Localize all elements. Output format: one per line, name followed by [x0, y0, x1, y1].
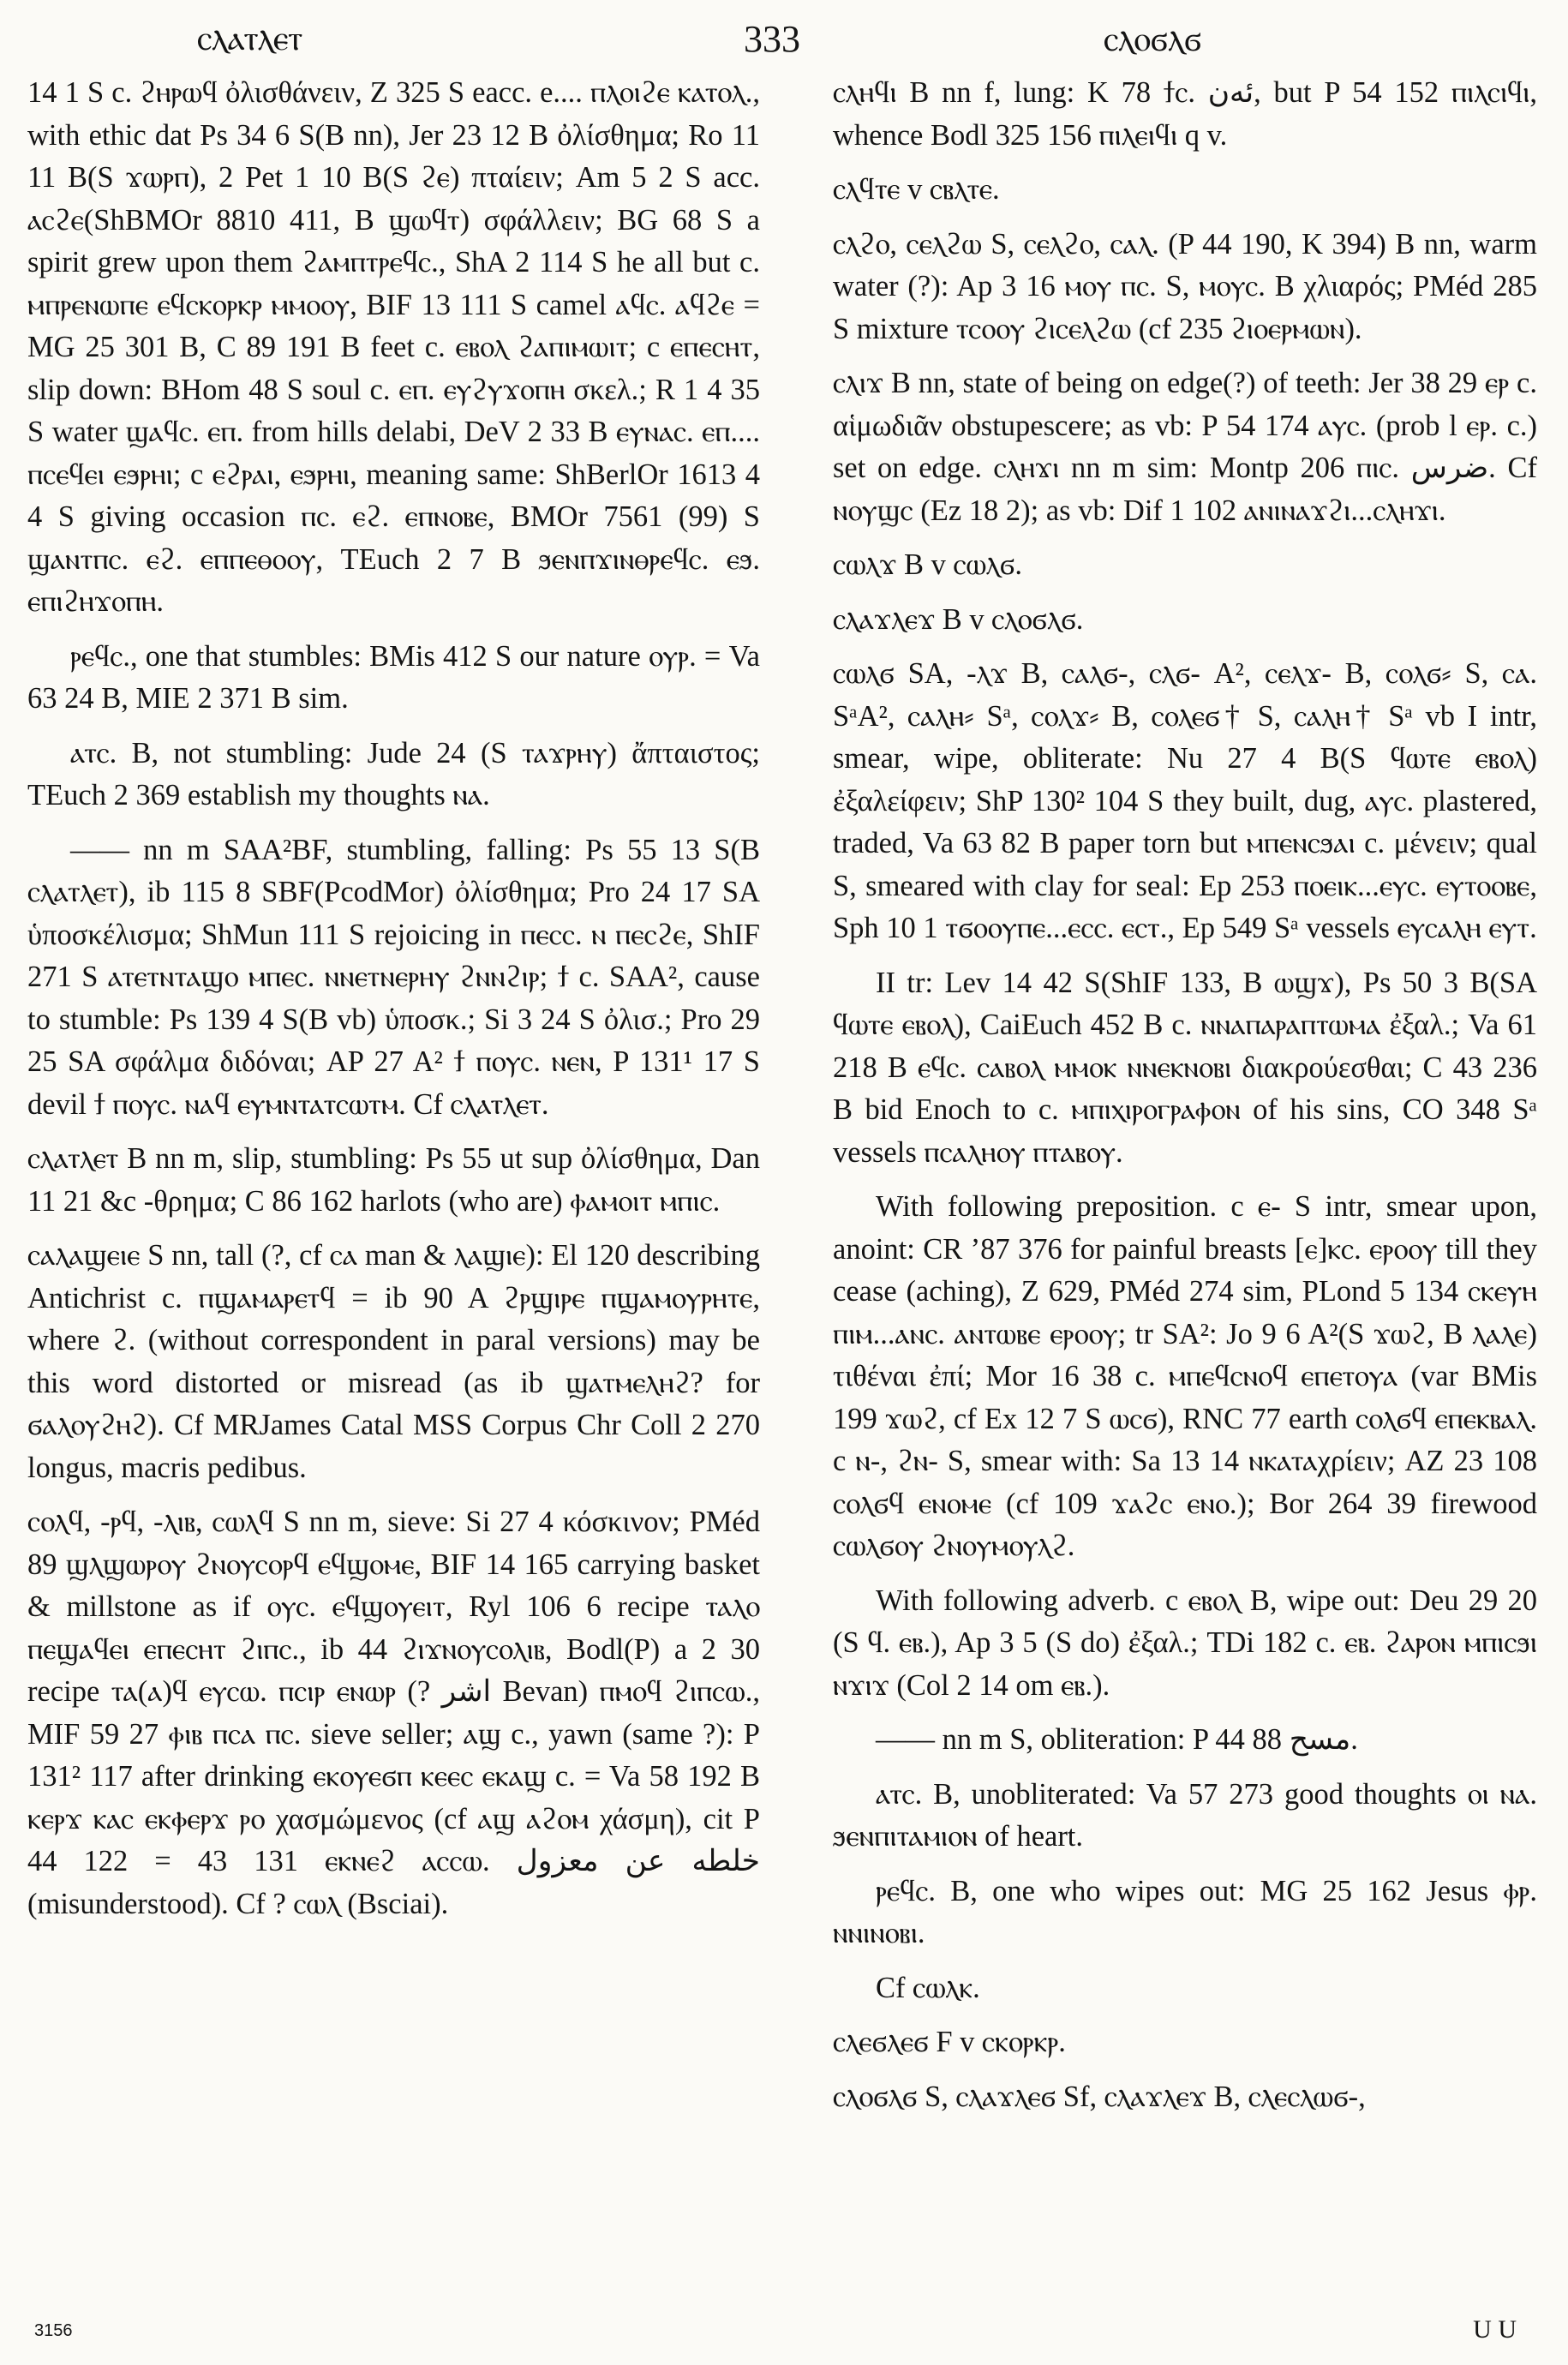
signature-mark: U U: [1473, 2315, 1517, 2344]
printer-mark: 3156: [34, 2321, 73, 2340]
running-head-left: ⲥⲗⲁⲧⲗⲉⲧ: [197, 19, 303, 58]
page-number: 333: [744, 18, 800, 60]
headword-entry: ⲥⲗⲏϥⲓ B nn f, lung: K 78 ϯⲥ. ئەن, but P 54 152 ⲡⲓⲗⲥⲓϥⲓ, whence Bodl 325 156 ⲡⲓⲗⲉⲓϥⲓ q v.: [833, 76, 1537, 152]
entry-paragraph: ⲁⲧⲥ. B, unobliterated: Va 57 273 good thoughts ⲟⲓ ⲛⲁ. ϧⲉⲛⲡⲓⲧⲁⲙⲓⲟⲛ of heart.: [833, 1777, 1537, 1853]
entry-paragraph: 14 1 S c. ϩⲏⲣⲱϥ ὀλισθάνειν, Z 325 S eacc. e.... ⲡⲗⲟⲓϩⲉ ⲕⲁⲧⲟⲗ., with ethic dat Ps 34 6 S(B nn), Jer 23 12 B ὀλίσθημα; Ro 11 11 B(S ϫⲱⲣⲡ), 2 Pet 1 10 B(S ϩⲉ) πταίειν; Am 5 2 S acc. ⲁⲥϩⲉ(ShBMOr 8810 411, B ϣⲱϥⲧ) σφάλλειν; BG 68 S a spirit grew upon them ϩⲁⲙⲡⲧⲣⲉϥⲥ., ShA 2 114 S he all but c. ⲙⲡⲣⲉⲛⲱⲡⲉ ⲉϥⲥⲕⲟⲣⲕⲣ ⲙⲙⲟⲟⲩ, BIF 13 111 S camel ⲁϥⲥ. ⲁϥϩⲉ = MG 25 301 B, C 89 191 B feet c. ⲉⲃⲟⲗ ϩⲁⲡⲓⲙⲱⲓⲧ; c ⲉⲡⲉⲥⲏⲧ, slip down: BHom 48 S soul c. ⲉⲡ. ⲉⲩϩⲩϫⲟⲡⲏ σκελ.; R 1 4 35 S water ϣⲁϥⲥ. ⲉⲡ. from hills delabi, DeV 2 33 B ⲉⲩⲛⲁⲥ. ⲉⲡ.... ⲡⲥⲉϥⲉⲓ ⲉϧⲣⲏⲓ; c ⲉϩⲣⲁⲓ, ⲉϧⲣⲏⲓ, meaning same: ShBerlOr 1613 4 4 S giving occasion ⲡⲥ. ⲉϩ. ⲉⲡⲛⲟⲃⲉ, BMOr 7561 (99) S ϣⲁⲛⲧⲡⲥ. ⲉϩ. ⲉⲡⲡⲉⲑⲟⲟⲩ, TEuch 2 7 B ϧⲉⲛⲡϫⲓⲛⲑⲣⲉϥⲥ. ⲉϧ. ⲉⲡⲓϩⲏϫⲟⲡⲏ.: [27, 76, 760, 618]
right-column: [833, 72, 1537, 2283]
entry-paragraph: ⲣⲉϥⲥ. B, one who wipes out: MG 25 162 Jesus ⲫⲣ. ⲛⲛⲓⲛⲟⲃⲓ.: [833, 1874, 1537, 1949]
headword-entry: ⲥⲟⲗϥ, -ⲣϥ, -ⲗⲓⲃ, ⲥⲱⲗϥ S nn m, sieve: Si 27 4 κόσκινον; PMéd 89 ϣⲗϣⲱⲣⲟⲩ ϩⲛⲟⲩⲥⲟⲣϥ ⲉϥϣⲟⲙⲉ, BIF 14 165 carrying basket & millstone as if ⲟⲩⲥ. ⲉϥϣⲟⲩⲉⲓⲧ, Ryl 106 6 recipe ⲧⲁⲗⲟ ⲡⲉϣⲁϥⲉⲓ ⲉⲡⲉⲥⲏⲧ ϩⲓⲡⲥ., ib 44 ϩⲓϫⲛⲟⲩⲥⲟⲗⲓⲃ, Bodl(P) a 2 30 recipe ⲧⲁ(ⲁ)ϥ ⲉⲩⲥⲱ. ⲡⲥⲓⲣ ⲉⲛⲱⲣ (? اشر Bevan) ⲡⲙⲟϥ ϩⲓⲡⲥⲱ., MIF 59 27 ⲫⲓⲃ ⲡⲥⲁ ⲡⲥ. sieve seller; ⲁϣ c., yawn (same ?): P 131² 117 after drinking ⲉⲕⲟⲩⲉϭⲡ ⲕⲉⲉⲥ ⲉⲕⲁϣ c. = Va 58 192 B ⲕⲉⲣϫ ⲕⲁⲥ ⲉⲕⲫⲉⲣϫ ⲣⲟ χασμώμενος (cf ⲁϣ ⲁϩⲟⲙ χάσμη), cit P 44 122 = 43 131 ⲉⲕⲛⲉϩ ⲁⲥⲥⲱ. خلطه عن معزول (misunderstood). Cf ? ⲥⲱⲗ (Bsciai).: [27, 1506, 760, 1920]
headword-entry: ⲥⲗⲉϭⲗⲉϭ F v ⲥⲕⲟⲣⲕⲣ.: [833, 2026, 1066, 2058]
entry-paragraph: —— nn m SAA²BF, stumbling, falling: Ps 55 13 S(B ⲥⲗⲁⲧⲗⲉⲧ), ib 115 8 SBF(PcodMor) ὀλίσθημα; Pro 24 17 SA ὑποσκέλισμα; ShMun 111 S rejoicing in ⲡⲉⲥⲥ. ⲛ ⲡⲉⲥϩⲉ, ShIF 271 S ⲁⲧⲉⲧⲛⲧⲁϣⲟ ⲙⲡⲉⲥ. ⲛⲛⲉⲧⲛⲉⲣⲏⲩ ϩⲛⲛϩⲓⲣ; ϯ c. SAA², cause to stumble: Ps 139 4 S(B vb) ὑποσκ.; Si 3 24 S ὀλισ.; Pro 29 25 SA σφάλμα διδόναι; AP 27 A² ϯ ⲡⲟⲩⲥ. ⲛⲉⲛ, P 131¹ 17 S devil ϯ ⲡⲟⲩⲥ. ⲛⲁϥ ⲉⲩⲙⲛⲧⲁⲧⲥⲱⲧⲙ. Cf ⲥⲗⲁⲧⲗⲉⲧ.: [27, 833, 760, 1121]
entry-paragraph: With following preposition. c ⲉ- S intr, smear upon, anoint: CR ’87 376 for painful breasts [ⲉ]ⲕⲥ. ⲉⲣⲟⲟⲩ till they cease (aching), Z 629, PMéd 274 sim, PLond 5 134 ⲥⲕⲉⲩⲏ ⲡⲓⲙ...ⲁⲛⲥ. ⲁⲛⲧⲱⲃⲉ ⲉⲣⲟⲟⲩ; tr SA²: Jo 9 6 A²(S ϫⲱϩ, B ⲗⲁⲗⲉ) τιθέναι ἐπί; Mor 16 38 c. ⲙⲡⲉϥⲥⲛⲟϥ ⲉⲡⲉⲧⲟⲩⲁ (var BMis 199 ϫⲱϩ, cf Ex 12 7 S ⲱⲥϭ), RNC 77 earth ⲥⲟⲗϭϥ ⲉⲡⲉⲕⲃⲁⲗ. c ⲛ-, ϩⲛ- S, smear with: Sa 13 14 ⲛⲕⲁⲧⲁχρίειν; AZ 23 108 ⲥⲟⲗϭϥ ⲉⲛⲟⲙⲉ (cf 109 ϫⲁϩⲥ ⲉⲛⲟ.); Bor 264 39 firewood ⲥⲱⲗϭⲟⲩ ϩⲛⲟⲩⲙⲟⲩⲗϩ.: [833, 1190, 1537, 1562]
headword-entry: ⲥⲗⲁⲧⲗⲉⲧ B nn m, slip, stumbling: Ps 55 ut sup ὀλίσθημα, Dan 11 21 &c -θρημα; C 86 162 harlots (who are) ⲫⲁⲙⲟⲓⲧ ⲙⲡⲓⲥ.: [27, 1142, 760, 1218]
entry-paragraph: —— nn m S, obliteration: P 44 88 مسح.: [876, 1723, 1358, 1756]
entry-paragraph: ⲁⲧⲥ. B, not stumbling: Jude 24 (S ⲧⲁϫⲣⲏⲩ) ἄπταιστος; TEuch 2 369 establish my thoughts ⲛⲁ.: [27, 736, 760, 811]
left-column: [27, 72, 760, 2283]
headword-entry: ⲥⲗϩⲟ, ⲥⲉⲗϩⲱ S, ⲥⲉⲗϩⲟ, ⲥⲁⲗ. (P 44 190, K 394) B nn, warm water (?): Ap 3 16 ⲙⲟⲩ ⲡⲥ. S, ⲙⲟⲩⲥ. B χλιαρός; PMéd 285 S mixture ⲧⲥⲟⲟⲩ ϩⲓⲥⲉⲗϩⲱ (cf 235 ϩⲓⲟⲉⲣⲙⲱⲛ).: [833, 227, 1537, 345]
headword-entry: ⲥⲗϥⲧⲉ v ⲥⲃⲗⲧⲉ.: [833, 173, 1000, 206]
headword-entry: ⲥⲗⲁϫⲗⲉϫ B v ⲥⲗⲟϭⲗϭ.: [833, 602, 1084, 636]
headword-entry: ⲥⲗⲟϭⲗϭ S, ⲥⲗⲁϫⲗⲉϭ Sf, ⲥⲗⲁϫⲗⲉϫ B, ⲥⲗⲉⲥⲗⲱϭ-,: [833, 2080, 1366, 2113]
headword-entry: ⲥⲗⲓϫ B nn, state of being on edge(?) of teeth: Jer 38 29 ⲉⲣ c. αἱμωδιᾶν obstupescere; as vb: P 54 174 ⲁⲩⲥ. (prob l ⲉⲣ. c.) set on edge. ⲥⲗⲏϫⲓ nn m sim: Montp 206 ⲡⲓⲥ. ضرس. Cf ⲛⲟⲩϣⲥ (Ez 18 2); as vb: Dif 1 102 ⲁⲛⲓⲛⲁϫϩⲓ...ⲥⲗⲏϫⲓ.: [833, 367, 1537, 527]
entry-paragraph: ⲣⲉϥⲥ., one that stumbles: BMis 412 S our nature ⲟⲩⲣ. = Va 63 24 B, MIE 2 371 B sim.: [27, 639, 760, 715]
headword-entry: ⲥⲁⲗⲁϣⲉⲓⲉ S nn, tall (?, cf ⲥⲁ man & ⲗⲁϣⲓⲉ): El 120 describing Antichrist c. ⲡϣⲁⲙⲁⲣⲉⲧϥ = ib 90 A ϩⲣϣⲓⲣⲉ ⲡϣⲁⲙⲟⲩⲣⲏⲧⲉ, where ϩ. (without correspondent in paral versions) may be this word distorted or misread (as ib ϣⲁⲧⲙⲉⲗⲏϩ? for ϭⲁⲗⲟⲩϩⲏϩ). Cf MRJames Catal MSS Corpus Chr Coll 2 270 longus, macris pedibus.: [27, 1239, 760, 1484]
headword-entry: ⲥⲱⲗϭ SA, -ⲗϫ B, ⲥⲁⲗϭ-, ⲥⲗϭ- A², ⲥⲉⲗϫ- B, ⲥⲟⲗϭ⸗ S, ⲥⲁ. SᵃA², ⲥⲁⲗⲏ⸗ Sᵃ, ⲥⲟⲗϫ⸗ B, ⲥⲟⲗⲉϭ† S, ⲥⲁⲗⲏ† Sᵃ vb I intr, smear, wipe, obliterate: Nu 27 4 B(S ϥⲱⲧⲉ ⲉⲃⲟⲗ) ἐξαλείφειν; ShP 130² 104 S they built, dug, ⲁⲩⲥ. plastered, traded, Va 63 82 B paper torn but ⲙⲡⲉⲛⲥϧⲁⲓ c. μένειν; qual S, smeared with clay for seal: Ep 253 ⲡⲟⲉⲓⲕ...ⲉⲩⲥ. ⲉⲩⲧⲟⲟⲃⲉ, Sph 10 1 ⲧϭⲟⲟⲩⲡⲉ...ⲉⲥⲥ. ⲉⲥⲧ., Ep 549 Sᵃ vessels ⲉⲩⲥⲁⲗⲏ ⲉⲩⲧ.: [833, 657, 1537, 944]
running-head-right: ⲥⲗⲟϭⲗϭ: [1104, 20, 1202, 59]
entry-paragraph: II tr: Lev 14 42 S(ShIF 133, B ⲱϣϫ), Ps 50 3 B(SA ϥⲱⲧⲉ ⲉⲃⲟⲗ), CaiEuch 452 B c. ⲛⲛⲁⲡⲁⲣⲁⲡⲧⲱⲙⲁ ἐξαλ.; Va 61 218 B ⲉϥⲥ. ⲥⲁⲃⲟⲗ ⲙⲙⲟⲕ ⲛⲛⲉⲕⲛⲟⲃⲓ διακρούεσθαι; C 43 236 B bid Enoch to c. ⲙⲡⲓⲭⲓⲣⲟⲅⲣⲁⲫⲟⲛ of his sins, CO 348 Sᵃ vessels ⲡⲥⲁⲗⲏⲟⲩ ⲡⲧⲁⲃⲟⲩ.: [833, 966, 1537, 1169]
entry-paragraph: With following adverb. c ⲉⲃⲟⲗ B, wipe out: Deu 29 20 (S ϥ. ⲉⲃ.), Ap 3 5 (S do) ἐξαλ.; TDi 182 c. ⲉⲃ. ϩⲁⲣⲟⲛ ⲙⲡⲓⲥϧⲓ ⲛϫⲓϫ (Col 2 14 om ⲉⲃ.).: [833, 1584, 1537, 1702]
headword-entry: ⲥⲱⲗϫ B v ⲥⲱⲗϭ.: [833, 548, 1022, 581]
entry-paragraph: Cf ⲥⲱⲗⲕ.: [876, 1971, 980, 2004]
